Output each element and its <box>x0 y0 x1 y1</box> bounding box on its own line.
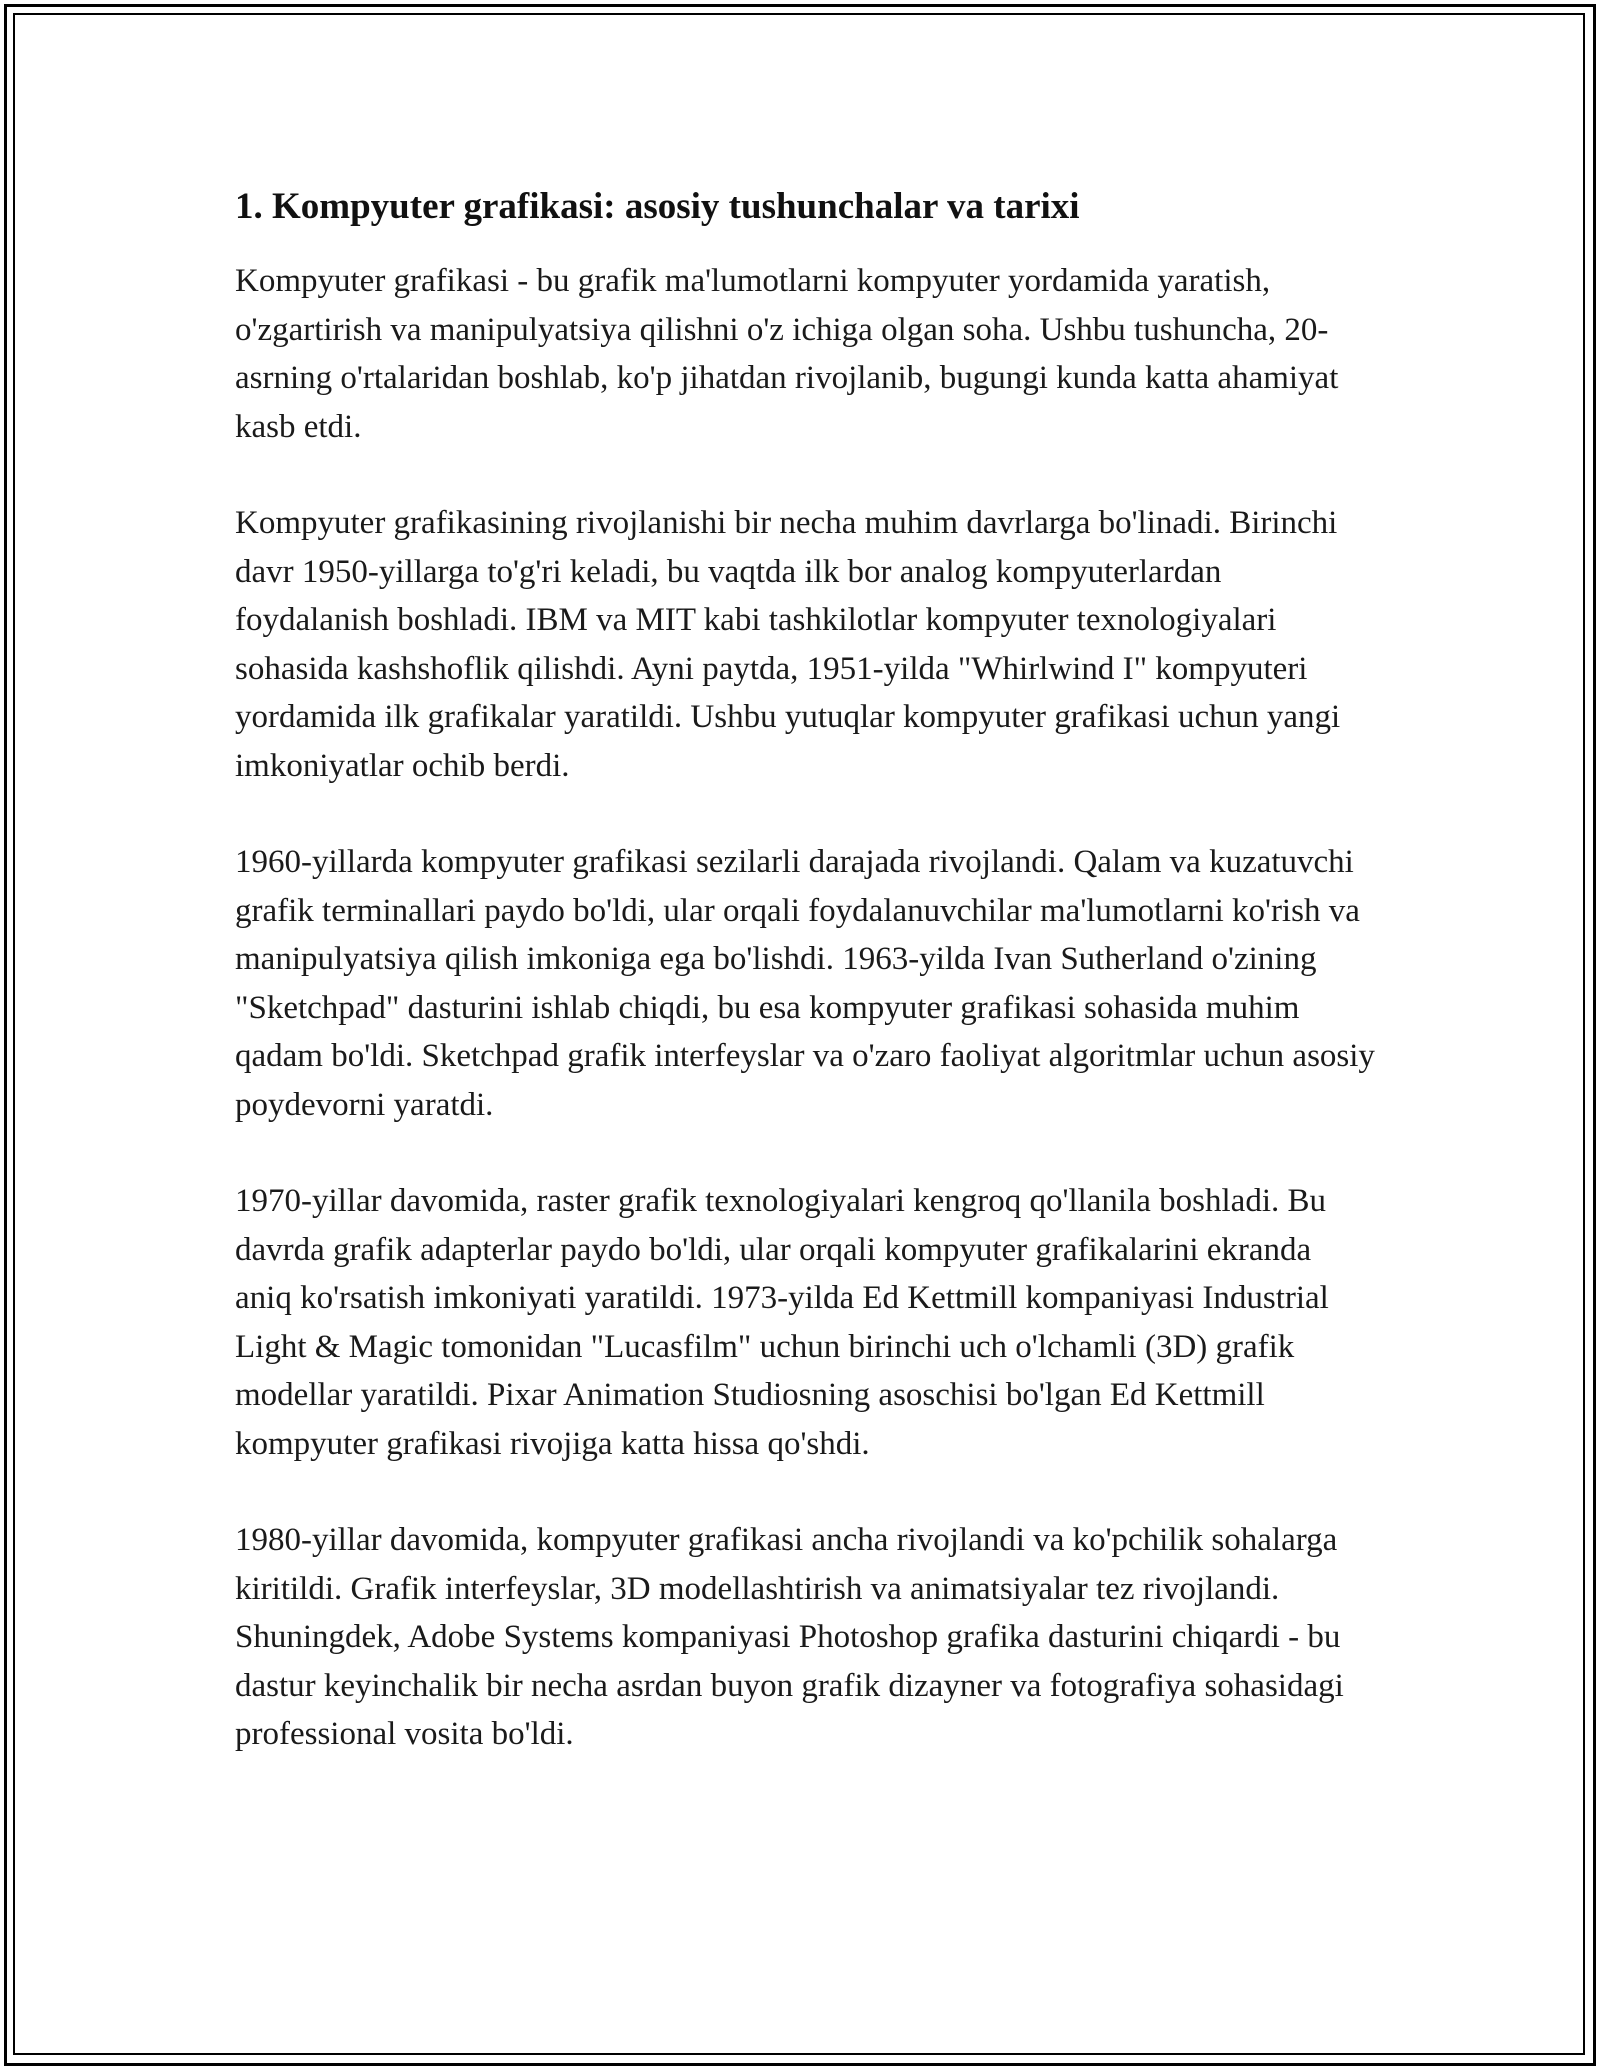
paragraph-1980s: 1980-yillar davomida, kompyuter grafikasi ancha rivojlandi va ko'pchilik sohalarga kiritildi. Grafik interfeyslar, 3D modellashtirish va animatsiyalar tez rivojlandi. Shuningdek, Adobe Systems kompaniyasi Photoshop grafika dasturini chiqardi - bu dastur keyinchalik bir necha asrdan buyon grafik dizayner va fotografiya sohasidagi professional vosita bo'ldi. <box>235 1522 1344 1752</box>
paragraph-1970s: 1970-yillar davomida, raster grafik texnologiyalari kengroq qo'llanila boshladi. Bu davrda grafik adapterlar paydo bo'ldi, ular orqali kompyuter grafikalarini ekranda aniq ko'rsatish imkoniyati yaratildi. 1973-yilda Ed Kettmill kompaniyasi Industrial Light & Magic tomonidan "Lucasfilm" uchun birinchi uch o'lchamli (3D) grafik modellar yaratildi. Pixar Animation Studiosning asoschisi bo'lgan Ed Kettmill kompyuter grafikasi rivojiga katta hissa qo'shdi. <box>235 1183 1329 1462</box>
paragraph-1960s: 1960-yillarda kompyuter grafikasi sezilarli darajada rivojlandi. Qalam va kuzatuvchi grafik terminallari paydo bo'ldi, ular orqali foydalanuvchilar ma'lumotlarni ko'rish va manipulyatsiya qilish imkoniga ega bo'lishdi. 1963-yilda Ivan Sutherland o'zining "Sketchpad" dasturini ishlab chiqdi, bu esa kompyuter grafikasi sohasida muhim qadam bo'ldi. Sketchpad grafik interfeyslar va o'zaro faoliyat algoritmlar uchun asosiy poydevorni yaratdi. <box>235 844 1375 1123</box>
document-title: 1. Kompyuter grafikasi: asosiy tushunchalar va tarixi <box>235 186 1080 227</box>
paragraph-intro: Kompyuter grafikasi - bu grafik ma'lumotlarni kompyuter yordamida yaratish, o'zgartirish va manipulyatsiya qilishni o'z ichiga olgan soha. Ushbu tushuncha, 20-asrning o'rtalaridan boshlab, ko'p jihatdan rivojlanib, bugungi kunda katta ahamiyat kasb etdi. <box>235 263 1339 445</box>
document-body <box>235 183 1375 1807</box>
paragraph-1950s: Kompyuter grafikasining rivojlanishi bir necha muhim davrlarga bo'linadi. Birinchi davr 1950-yillarga to'g'ri keladi, bu vaqtda ilk bor analog kompyuterlardan foydalanish boshladi. IBM va MIT kabi tashkilotlar kompyuter texnologiyalari sohasida kashshoflik qilishdi. Ayni paytda, 1951-yilda "Whirlwind I" kompyuteri yordamida ilk grafikalar yaratildi. Ushbu yutuqlar kompyuter grafikasi uchun yangi imkoniyatlar ochib berdi. <box>235 505 1341 784</box>
